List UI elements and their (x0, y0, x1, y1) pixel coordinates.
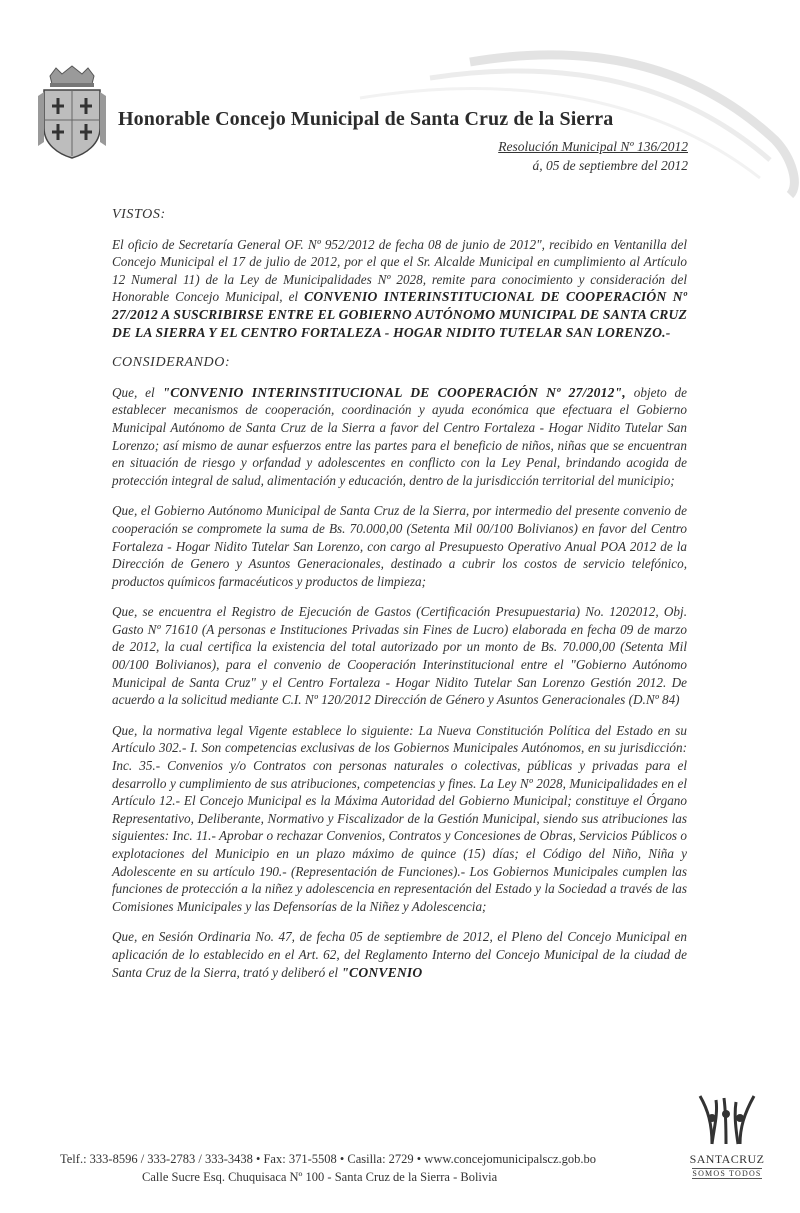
coat-of-arms-icon (36, 62, 108, 162)
p1-rest: objeto de establecer mecanismos de cooperación, coordinación y ayuda económica que efectuara el Gobierno Municipal Autónomo de Santa Cruz de la Sierra a favor del Centro Fortaleza - Hogar Nidito Tutelar San Lorenzo; así mismo de aunar esfuerzos entre las partes para el beneficio de niños, niñas que se encuentran en situación de riesgo y orfandad y adolescentes en conflicto con la Ley Penal, brindando acogida de protección integral de salud, alimentación y educación, dentro de la jurisdicción territorial del municipio; (112, 384, 688, 488)
santa-cruz-logo (682, 1084, 772, 1184)
p5-text: Que, en Sesión Ordinaria No. 47, de fecha 05 de septiembre de 2012, el Pleno del Concejo Municipal en aplicación de lo establecido en el Art. 62, del Reglamento Interno del Concejo Municipal de la ciudad de Santa Cruz de la Sierra, trató y deliberó el (112, 929, 687, 980)
vistos-paragraph (112, 236, 687, 342)
resolution-date: á, 05 de septiembre del 2012 (532, 158, 688, 173)
logo-name: SANTACRUZ (689, 1152, 765, 1166)
considerando-paragraph-4: Que, la normativa legal Vigente establece lo siguiente: La Nueva Constitución Política del Estado en su Artículo 302.- I. Son competencias exclusivas de los Gobiernos Municipales Autónomos, en su jurisdicción: Inc. 35.- Convenios y/o Contratos con personas naturales o colectivas, públicas y privadas para el desarrollo y cumplimiento de sus atribuciones, competencias y fines. La Ley Nº 2028, Municipalidades en el Artículo 12.- El Concejo Municipal es la Máxima Autoridad del Gobierno Municipal; constituye el Órgano Representativo, Deliberante, Normativo y Fiscalizador de la Gestión Municipal, siendo sus atribuciones las siguientes: Inc. 11.- Aprobar o rechazar Convenios, Contratos y Concesiones de Obras, Servicios Públicos o explotaciones del Municipio en un plazo máximo de quince (15) días; el Código del Niño, Niña y Adolescente en su artículo 190.- (Representación de Funciones).- Los Gobiernos Municipales cumplen las funciones de protección a la niñez y adolescencia en representación del Estado y la Sociedad a través de las Comisiones Municipales y las Defensorías de la Niñez y Adolescencia; (112, 722, 687, 914)
p1-intro: Que, el (112, 384, 155, 400)
footer-address: Calle Sucre Esq. Chuquisaca Nº 100 - Santa Cruz de la Sierra - Bolivia (142, 1170, 498, 1184)
resolution-number: Resolución Municipal Nº 136/2012 (498, 139, 688, 154)
considerando-heading: CONSIDERANDO: (112, 355, 231, 371)
considerando-paragraph-3: Que, se encuentra el Registro de Ejecución de Gastos (Certificación Presupuestaria) No. 1202012, Obj. Gasto Nº 71610 (A personas e Instituciones Privadas sin Fines de Lucro) elaborada en fecha 09 de marzo de 2012, la cual certifica la existencia del total autorizado por un monto de Bs. 70.000,00 (Setenta Mil 00/100 Bolivianos), para el convenio de Cooperación Interinstitucional entre el "Gobierno Autónomo Municipal de Santa Cruz" y el Centro Fortaleza - Hogar Nidito Tutelar San Lorenzo Gestión 2012. De acuerdo a la solicitud mediante C.I. Nº 120/2012 Dirección de Género y Asuntos Generacionales (D.Nº 84) (112, 604, 687, 708)
p1-bold: "CONVENIO INTERINSTITUCIONAL DE COOPERACIÓN Nº 27/2012", (162, 384, 626, 400)
vistos-text: El oficio de Secretaría General OF. Nº 952/2012 de fecha 08 de junio de 2012", recibido en Ventanilla del Concejo Municipal el 17 de julio de 2012, por el que el Sr. Alcalde Municipal en cumplimiento al Artículo 12 Numeral 11) de la Ley de Municipalidades Nº 2028, remite para conocimiento y consideración del Honorable Concejo Municipal, el (112, 236, 687, 305)
resolution-block (498, 137, 688, 175)
people-figures-icon (682, 1084, 772, 1152)
institution-title: Honorable Concejo Municipal de Santa Cruz de la Sierra (118, 108, 614, 130)
considerando-paragraph-5 (112, 928, 687, 981)
considerando-paragraph-1 (112, 384, 687, 490)
document-body (112, 206, 687, 994)
p5-bold: "CONVENIO (341, 964, 423, 980)
vistos-bold: CONVENIO INTERINSTITUCIONAL DE COOPERACIÓN Nº 27/2012 A SUSCRIBIRSE ENTRE EL GOBIERNO AUTÓNOMO MUNICIPAL DE SANTA CRUZ DE LA SIERRA Y EL CENTRO FORTALEZA - HOGAR NIDITO TUTELAR SAN LORENZO.- (112, 289, 688, 340)
logo-tagline: SOMOS TODOS (692, 1169, 762, 1178)
considerando-paragraph-2: Que, el Gobierno Autónomo Municipal de Santa Cruz de la Sierra, por intermedio del presente convenio de cooperación se compromete la suma de Bs. 70.000,00 (Setenta Mil 00/100 Bolivianos) en favor del Centro Fortaleza - Hogar Nidito Tutelar San Lorenzo, con cargo al Presupuesto Operativo Anual POA 2012 de la Dirección de Genero y Asuntos Generacionales, destinado a cubrir los costos de servicio telefónico, productos químicos farmacéuticos y productos de limpieza; (112, 503, 687, 589)
vistos-heading: VISTOS: (112, 207, 166, 222)
footer-contact: Telf.: 333-8596 / 333-2783 / 333-3438 • Fax: 371-5508 • Casilla: 2729 • www.concejomunicipalscz.gob.bo (60, 1152, 597, 1166)
